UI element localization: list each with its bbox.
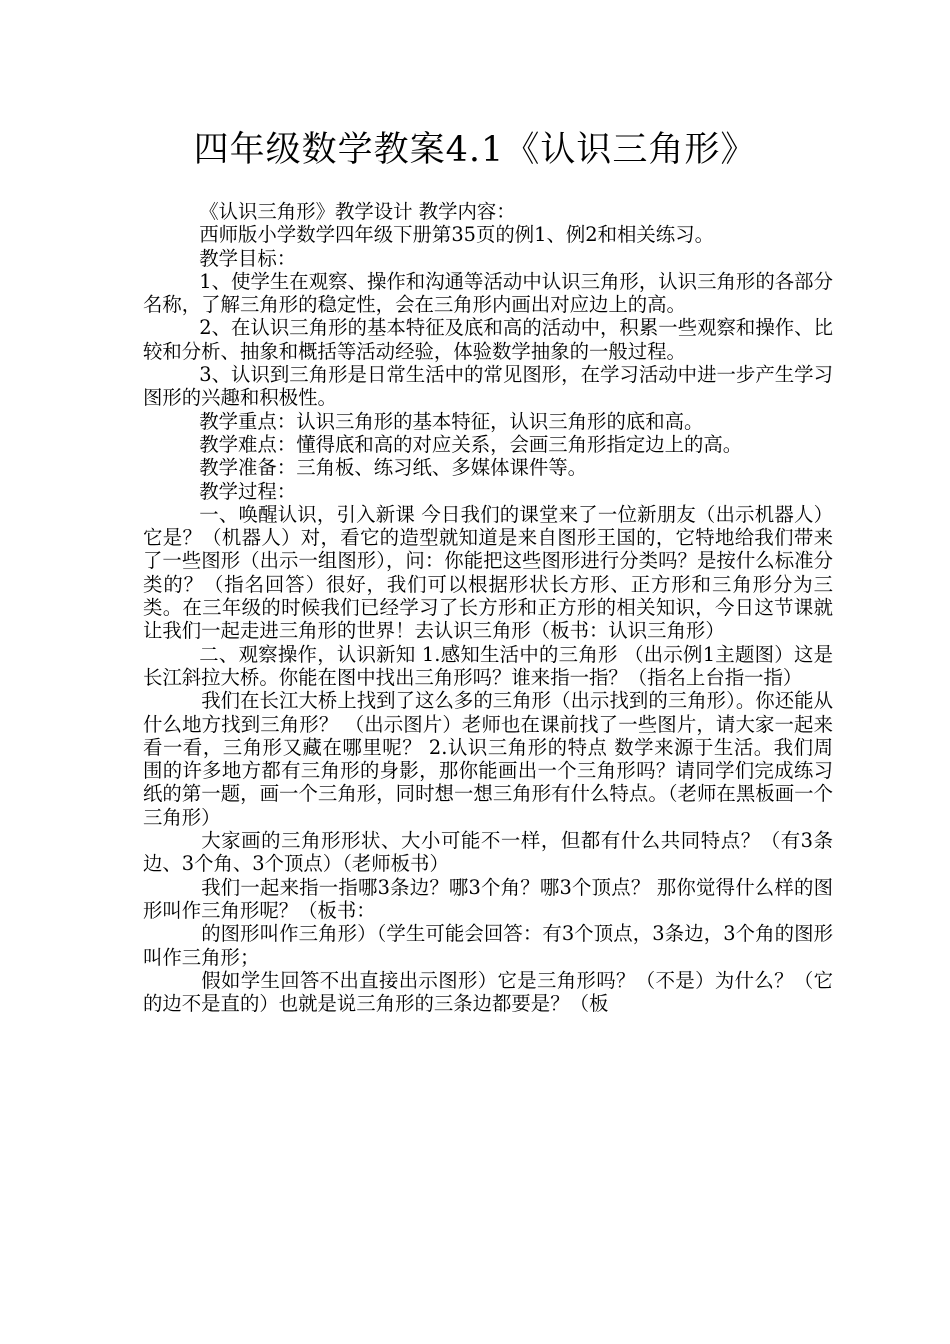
paragraph: 假如学生回答不出直接出示图形）它是三角形吗？（不是）为什么？（它的边不是直的）也就是说三角形的三条边都要是？（板 bbox=[143, 968, 833, 1016]
document-title: 四年级数学教案4.1《认识三角形》 bbox=[193, 130, 757, 170]
paragraph: 一、唤醒认识，引入新课 今日我们的课堂来了一位新朋友（出示机器人）它是？（机器人）对，看它的造型就知道是来自图形王国的，它特地给我们带来了一些图形（出示一组图形），问：你能把这些图形进行分类吗？是按什么标准分类的？（指名回答）很好，我们可以根据形状长方形、正方形和三角形分为三类。在三年级的时候我们已经学习了长方形和正方形的相关知识，今日这节课就让我们一起走进三角形的世界！去认识三角形（板书：认识三角形） bbox=[143, 502, 833, 643]
paragraph: 我们一起来指一指哪3条边？哪3个角？哪3个顶点？ 那你觉得什么样的图形叫作三角形呢？（板书： bbox=[143, 875, 833, 922]
paragraph: 1、使学生在观察、操作和沟通等活动中认识三角形，认识三角形的各部分名称，了解三角形的稳定性，会在三角形内画出对应边上的高。 bbox=[143, 269, 833, 317]
paragraph: 教学目标： bbox=[199, 246, 297, 270]
document-body bbox=[143, 200, 833, 1015]
paragraph: 教学重点：认识三角形的基本特征，认识三角形的底和高。 bbox=[199, 409, 704, 433]
paragraph: 教学过程： bbox=[199, 479, 297, 503]
paragraph: 大家画的三角形形状、大小可能不一样，但都有什么共同特点？（有3条边、3个角、3个顶点）（老师板书） bbox=[143, 829, 833, 876]
paragraph: 我们在长江大桥上找到了这么多的三角形（出示找到的三角形）。你还能从什么地方找到三角形？ （出示图片）老师也在课前找了一些图片，请大家一起来看一看，三角形又藏在哪里呢？ 2.认识三角形的特点 数学来源于生活。我们周围的许多地方都有三角形的身影，那你能画出一个三角形吗？请同学们完成练习纸的第一题，画一个三角形，同时想一想三角形有什么特点。（老师在黑板画一个三角形） bbox=[143, 689, 833, 829]
paragraph: 的图形叫作三角形）（学生可能会回答：有3个顶点，3条边，3个角的图形叫作三角形； bbox=[143, 922, 833, 969]
paragraph: 西师版小学数学四年级下册第35页的例1、例2和相关练习。 bbox=[199, 223, 714, 247]
paragraph: 《认识三角形》教学设计 教学内容： bbox=[199, 200, 516, 223]
paragraph: 教学准备：三角板、练习纸、多媒体课件等。 bbox=[199, 456, 588, 480]
paragraph: 教学难点：懂得底和高的对应关系，会画三角形指定边上的高。 bbox=[199, 432, 743, 456]
paragraph: 3、认识到三角形是日常生活中的常见图形，在学习活动中进一步产生学习图形的兴趣和积极性。 bbox=[143, 363, 833, 410]
paragraph: 二、观察操作，认识新知 1.感知生活中的三角形 （出示例1主题图）这是长江斜拉大桥。你能在图中找出三角形吗？谁来指一指？（指名上台指一指） bbox=[143, 642, 833, 689]
paragraph: 2、在认识三角形的基本特征及底和高的活动中，积累一些观察和操作、比较和分析、抽象和概括等活动经验，体验数学抽象的一般过程。 bbox=[143, 316, 833, 363]
